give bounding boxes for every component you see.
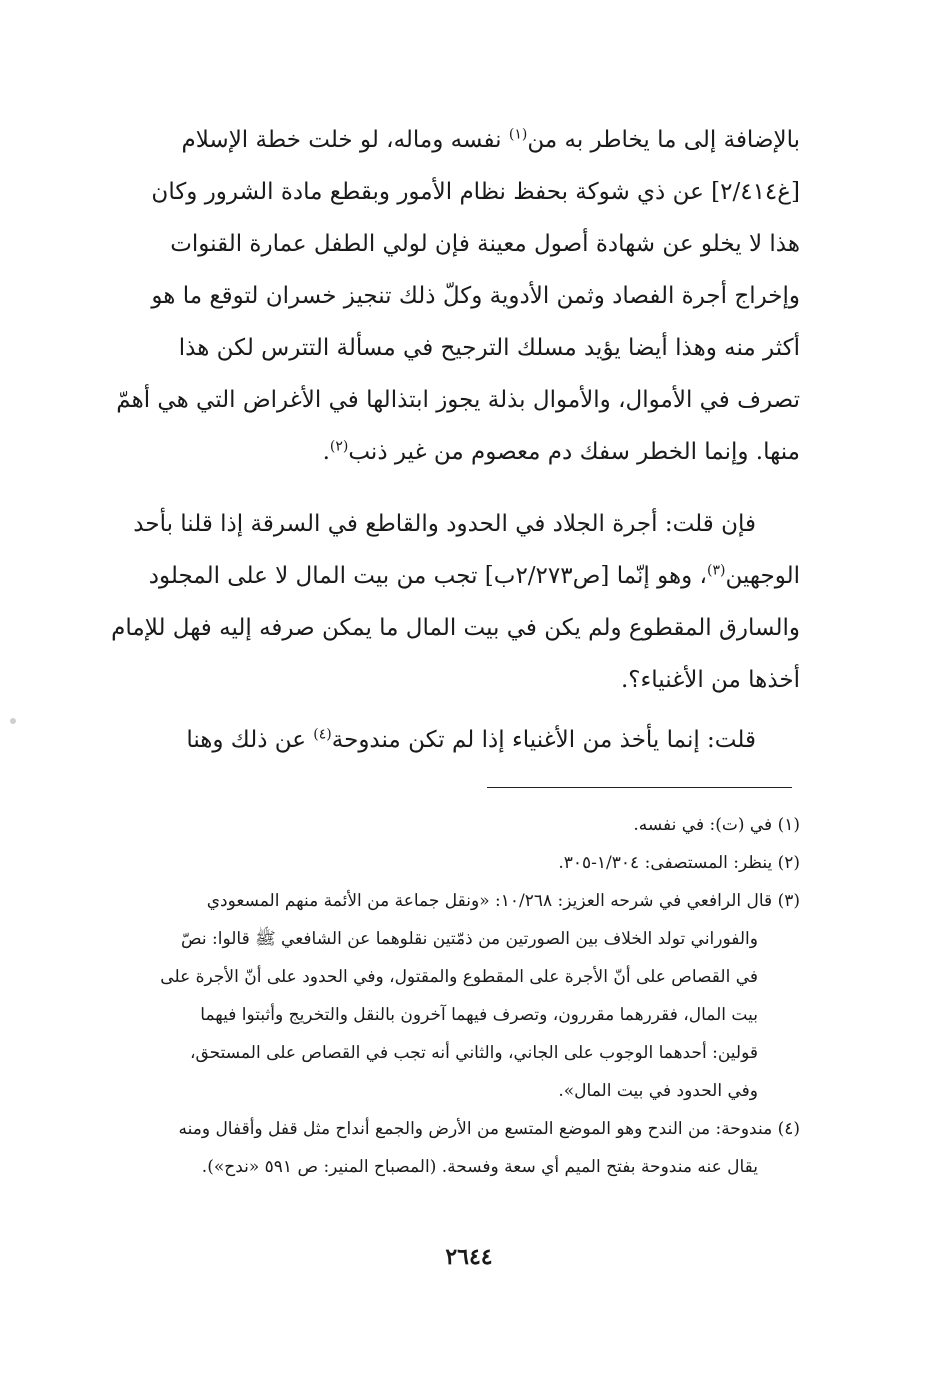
text-run: نفسه وماله، لو خلت خطة الإسلام [181,127,509,153]
text-run: ، وهو إنّما [ص٢/٢٧٣ب] تجب من بيت المال لا على المجلود [148,563,707,589]
footnote-2: (٢) ينظر: المستصفى: ١/٣٠٤-٣٠٥. [558,853,800,873]
footnote-line: وفي الحدود في بيت المال». [558,1081,758,1101]
paragraph-line: أكثر منه وهذا أيضا يؤيد مسلك الترجيح في مسألة التترس لكن هذا [178,335,800,361]
text-run: الوجهين [725,563,800,589]
paragraph-line [100,550,800,602]
text-run: . [322,439,330,465]
footnote-line: يقال عنه مندوحة بفتح الميم أي سعة وفسحة. (المصباح المنير: ص ٥٩١ «ندح»). [201,1157,758,1177]
paragraph-line: فإن قلت: أجرة الجلاد في الحدود والقاطع في السرقة إذا قلنا بأحد [133,511,756,537]
footnote-ref-3[interactable]: (٣) [706,562,726,579]
footnote-line: في القصاص على أنّ الأجرة على المقطوع والمقتول، وفي الحدود على أنّ الأجرة على [160,967,758,987]
footnote-ref-2[interactable]: (٢) [329,438,349,455]
main-paragraph-2 [100,498,800,706]
main-paragraph-3 [100,714,800,766]
footnote-line: قولين: أحدهما الوجوب على الجاني، والثاني أنه تجب في القصاص على المستحق، [190,1043,758,1063]
paragraph-line: والسارق المقطوع ولم يكن في بيت المال ما يمكن صرفه إليه فهل للإمام [111,615,800,641]
footnote-line: (٣) قال الرافعي في شرحه العزيز: ١٠/٢٦٨: «ونقل جماعة من الأئمة منهم المسعودي [206,891,800,911]
paragraph-line [100,114,800,166]
main-paragraph-1 [100,114,800,478]
footnote-4 [100,1110,800,1186]
paragraph-line [100,426,800,478]
paragraph-line: وإخراج أجرة الفصاد وثمن الأدوية وكلّ ذلك تنجيز خسران لتوقع ما هو [151,283,800,309]
text-run: بالإضافة إلى ما يخاطر به من [527,127,800,153]
footnote-line: والفوراني تولد الخلاف بين الصورتين من ذمّتين نقلوهما عن الشافعي ﷺ قالوا: نصّ [181,929,758,949]
text-run: قلت: إنما يأخذ من الأغنياء إذا لم تكن مندوحة [331,727,756,753]
paragraph-line: تصرف في الأموال، والأموال بذلة يجوز ابتذالها في الأغراض التي هي أهمّ [116,387,800,413]
text-run: عن ذلك وهنا [186,727,314,753]
footnote-separator [487,787,792,788]
paragraph-line: [غ٢/٤١٤] عن ذي شوكة بحفظ نظام الأمور وبقطع مادة الشرور وكان [151,179,800,205]
footnotes [100,806,800,1186]
page-number: ٢٦٤٤ [445,1244,493,1270]
footnote-1: (١) في (ت): في نفسه. [633,815,800,835]
footnote-ref-1[interactable]: (١) [508,126,528,143]
paragraph-line [100,714,800,766]
paragraph-line: أخذها من الأغنياء؟. [620,667,800,693]
footnote-3 [100,882,800,1110]
footnote-line: بيت المال، فقررهما مقررون، وتصرف فيهما آخرون بالنقل والتخريج وأثبتوا فيهما [200,1005,758,1025]
paragraph-line: هذا لا يخلو عن شهادة أصول معينة فإن لولي الطفل عمارة القنوات [170,231,800,257]
text-run: منها. وإنما الخطر سفك دم معصوم من غير ذنب [348,439,800,465]
footnote-ref-4[interactable]: (٤) [313,726,332,743]
margin-speck [10,718,16,724]
footnote-line: (٤) مندوحة: من الندح وهو الموضع المتسع من الأرض والجمع أنداح مثل قفل وأقفال ومنه [178,1119,800,1139]
